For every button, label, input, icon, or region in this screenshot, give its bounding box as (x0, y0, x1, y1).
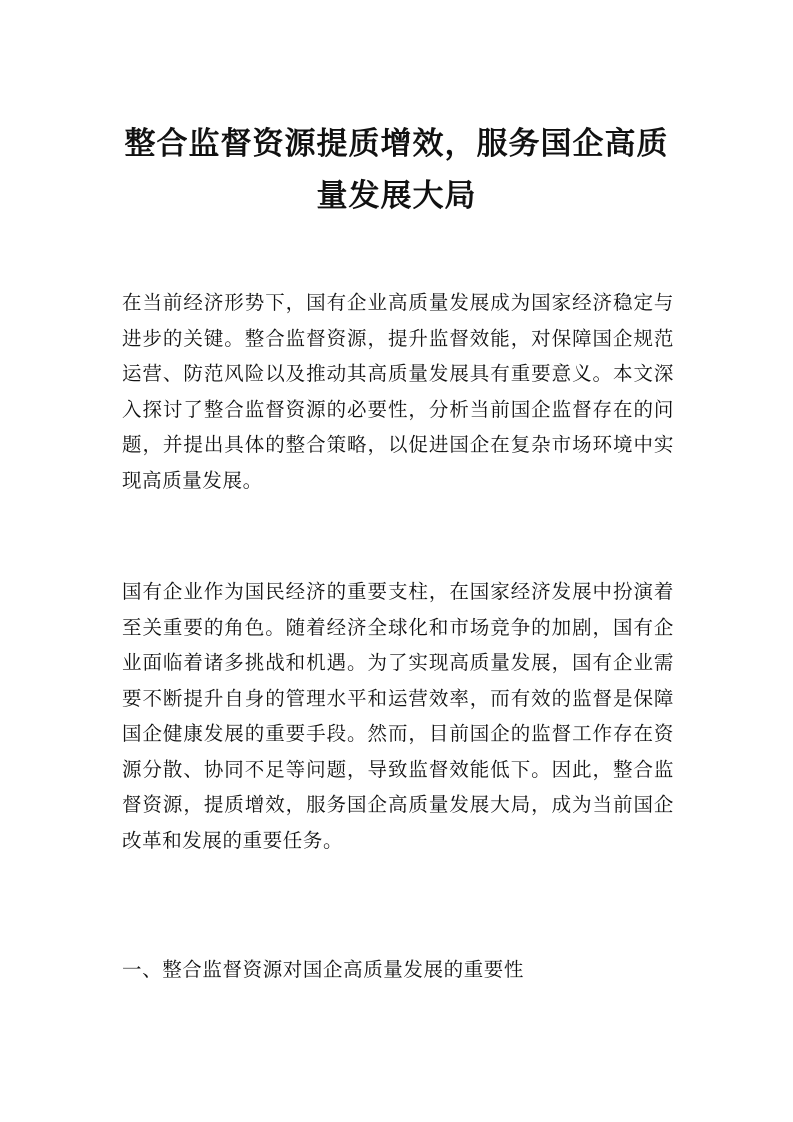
section-heading: 一、整合监督资源对国企高质量发展的重要性 (122, 958, 525, 981)
intro-paragraph: 在当前经济形势下，国有企业高质量发展成为国家经济稳定与进步的关键。整合监督资源，提升监督效能，对保障国企规范运营、防范风险以及推动其高质量发展具有重要意义。本文深入探讨了整合监督资源的必要性，分析当前国企监督存在的问题，并提出具体的整合策略，以促进国企在复杂市场环境中实现高质量发展。 (122, 291, 674, 492)
background-paragraph: 国有企业作为国民经济的重要支柱，在国家经济发展中扮演着至关重要的角色。随着经济全球化和市场竞争的加剧，国有企业面临着诸多挑战和机遇。为了实现高质量发展，国有企业需要不断提升自身的管理水平和运营效率，而有效的监督是保障国企健康发展的重要手段。然而，目前国企的监督工作存在资源分散、协同不足等问题，导致监督效能低下。因此，整合监督资源，提质增效，服务国企高质量发展大局，成为当前国企改革和发展的重要任务。 (122, 580, 674, 852)
document-title: 整合监督资源提质增效，服务国企高质量发展大局 (124, 126, 669, 214)
